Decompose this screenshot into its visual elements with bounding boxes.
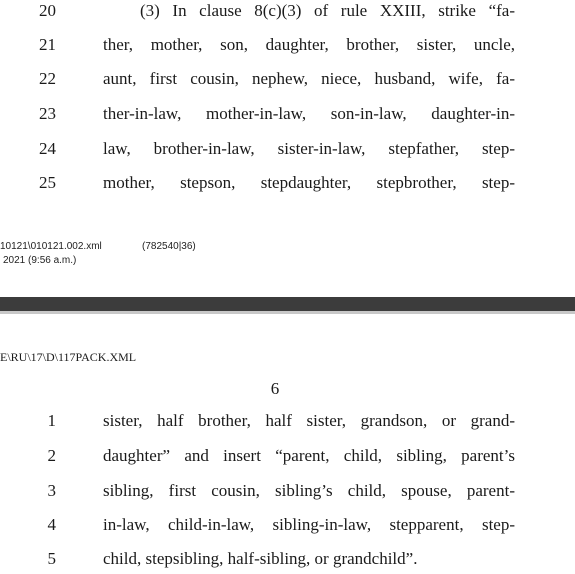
footer-file-name: 10121\010121.002.xml bbox=[0, 241, 102, 252]
top-page-line-23 bbox=[0, 99, 575, 129]
line-number: 5 bbox=[47, 549, 56, 568]
line-number: 21 bbox=[39, 35, 56, 54]
bottom-page-line-2 bbox=[0, 441, 575, 471]
line-text: (3) In clause 8(c)(3) of rule XXIII, strike “fa- bbox=[140, 1, 515, 20]
bottom-page-line-4 bbox=[0, 510, 575, 540]
line-number: 23 bbox=[39, 104, 56, 123]
top-page-line-20 bbox=[0, 0, 575, 26]
line-text: ther-in-law, mother-in-law, son-in-law, daughter-in- bbox=[103, 104, 515, 123]
line-text: mother, stepson, stepdaughter, stepbrother, step- bbox=[103, 173, 515, 192]
bottom-page-line-3 bbox=[0, 476, 575, 506]
line-number: 24 bbox=[39, 139, 56, 158]
file-path-header: E\RU\17\D\117PACK.XML bbox=[0, 350, 137, 364]
line-text: child, stepsibling, half-sibling, or grandchild”. bbox=[103, 549, 418, 568]
page-number: 6 bbox=[270, 379, 280, 398]
line-number: 22 bbox=[39, 69, 56, 88]
line-text: sibling, first cousin, sibling’s child, spouse, parent- bbox=[103, 481, 515, 500]
bottom-page-line-1 bbox=[0, 406, 575, 436]
page-break-divider bbox=[0, 297, 575, 311]
line-text: daughter” and insert “parent, child, sibling, parent’s bbox=[103, 446, 515, 465]
line-text: sister, half brother, half sister, grandson, or grand- bbox=[103, 411, 515, 430]
line-number: 3 bbox=[47, 481, 56, 500]
footer-timestamp: 2021 (9:56 a.m.) bbox=[3, 255, 77, 266]
top-page-line-21 bbox=[0, 30, 575, 60]
line-number: 25 bbox=[39, 173, 56, 192]
line-text: aunt, first cousin, nephew, niece, husband, wife, fa- bbox=[103, 69, 515, 88]
footer-doc-id: (782540|36) bbox=[142, 241, 196, 252]
line-text: ther, mother, son, daughter, brother, sister, uncle, bbox=[103, 35, 515, 54]
line-text: law, brother-in-law, sister-in-law, stepfather, step- bbox=[103, 139, 515, 158]
top-page-line-22 bbox=[0, 64, 575, 94]
top-page-line-24 bbox=[0, 134, 575, 164]
line-number: 20 bbox=[39, 1, 56, 20]
line-number: 4 bbox=[47, 515, 56, 534]
top-page-line-25 bbox=[0, 168, 575, 198]
line-number: 1 bbox=[47, 411, 56, 430]
page-break-shadow bbox=[0, 311, 575, 314]
line-number: 2 bbox=[47, 446, 56, 465]
line-text: in-law, child-in-law, sibling-in-law, stepparent, step- bbox=[103, 515, 515, 534]
